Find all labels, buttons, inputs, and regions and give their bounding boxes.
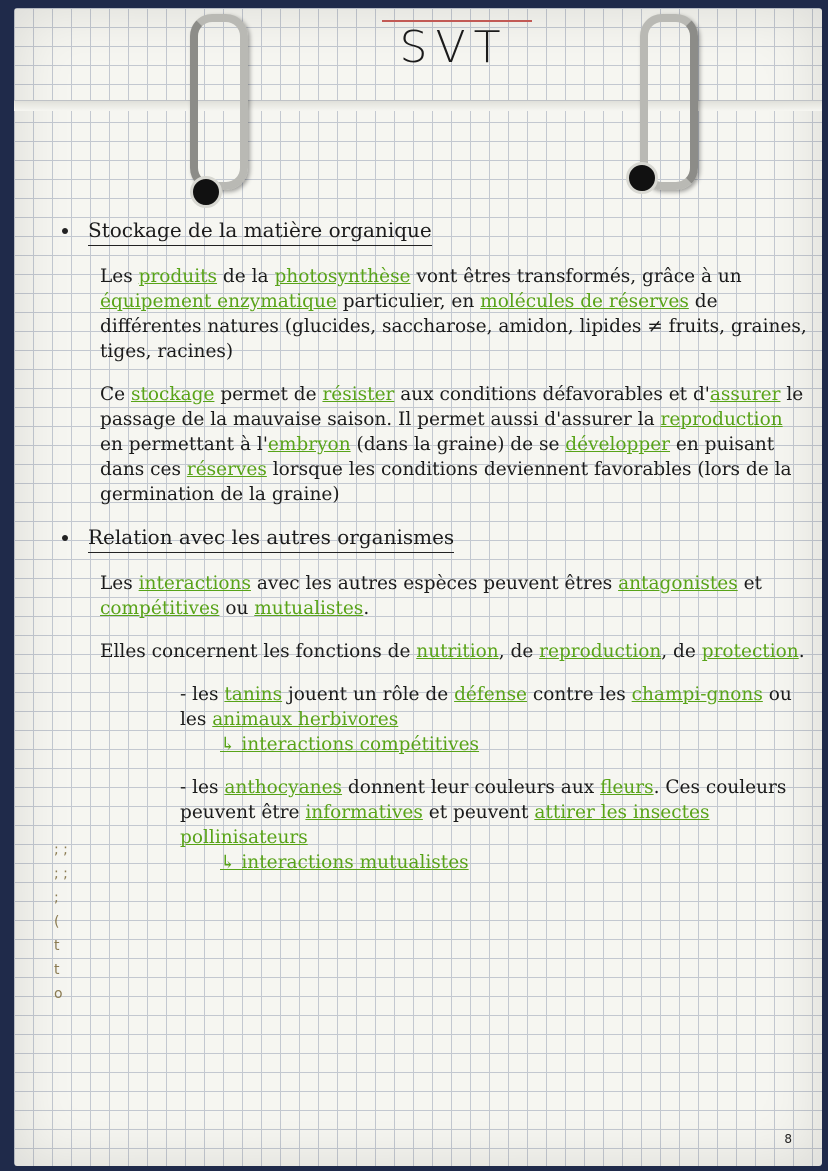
paragraph-storage-1 [100,264,810,364]
page-number: 8 [784,1132,792,1146]
highlighted-term: réserves [186,459,267,480]
bullet-dot [62,228,68,234]
highlighted-term: fleurs [600,777,654,798]
text-segment: jouent un rôle de [282,684,455,705]
text-segment: (dans la graine) de se [350,434,566,455]
text-segment: . Ces couleurs peuvent être [180,777,787,823]
highlighted-term: informatives [305,802,423,823]
highlighted-term: animaux herbivores [212,709,399,730]
notebook-page [14,8,822,1166]
notes-content [70,218,810,875]
text-segment: et [737,573,762,594]
highlighted-term: interactions [138,573,251,594]
highlighted-term: tanins [224,684,283,705]
highlighted-term: antagonistes [618,573,738,594]
text-segment: en puisant dans ces [100,434,775,480]
highlighted-term: reproduction [660,409,783,430]
highlighted-term: compétitives [100,598,220,619]
arrow-note-mutualistic: ↳ interactions mutualistes [220,852,469,873]
arrow-note-competitive: ↳ interactions compétitives [220,734,480,755]
text-segment: aux conditions défavorables et d' [394,384,710,405]
punch-hole-right [626,162,658,194]
text-segment: et peuvent [422,802,535,823]
text-segment: vont êtres transformés, grâce à un [410,266,742,287]
paragraph-relations-2 [100,639,810,664]
highlighted-term: attirer les insectes pollinisateurs [180,802,710,848]
text-segment: - les [180,684,225,705]
text-segment: - les [180,777,225,798]
text-segment: Ce [100,384,131,405]
list-item-anthocyanes [180,775,810,850]
text-segment: Les [100,266,139,287]
margin-marks: ; ; ; ; ; ( t t o [54,842,68,1002]
text-segment: , de [498,641,540,662]
text-segment: Les [100,573,139,594]
highlighted-term: résister [322,384,395,405]
text-segment: en permettant à l' [100,434,268,455]
highlighted-term: produits [138,266,218,287]
text-segment: ou [219,598,255,619]
highlighted-term: embryon [267,434,351,455]
highlighted-term: défense [454,684,528,705]
binder-ring-left [190,14,248,190]
text-segment: ou les [180,684,792,730]
highlighted-term: champi-gnons [631,684,763,705]
highlighted-term: reproduction [539,641,662,662]
text-segment: de la [217,266,275,287]
text-segment: , de [661,641,702,662]
text-segment: le passage de la mauvaise saison. Il permet aussi d'assurer la [100,384,804,430]
section-heading-storage: Stockage de la matière organique [88,218,432,246]
highlighted-term: équipement enzymatique [100,291,337,312]
page-fold [14,100,822,111]
highlighted-term: mutualistes [254,598,364,619]
text-segment: lorsque les conditions deviennent favorables (lors de la germination de la graine) [100,459,792,505]
text-segment: de différentes natures (glucides, saccharose, amidon, lipides ≠ fruits, graines, tiges, racines) [100,291,807,362]
punch-hole-left [190,176,222,208]
paragraph-relations-1 [100,571,810,621]
text-segment: Elles concernent les fonctions de [100,641,417,662]
text-segment: . [363,598,370,619]
text-segment: avec les autres espèces peuvent êtres [250,573,619,594]
highlighted-term: stockage [130,384,215,405]
bullet-dot [62,535,68,541]
text-segment: contre les [527,684,632,705]
text-segment: particulier, en [336,291,481,312]
page-title: SVT [399,22,509,73]
text-segment: donnent leur couleurs aux [342,777,601,798]
highlighted-term: protection [701,641,799,662]
list-item-tanins [180,682,810,732]
section-heading-relations: Relation avec les autres organismes [88,525,454,553]
highlighted-term: assurer [709,384,781,405]
highlighted-term: développer [565,434,671,455]
highlighted-term: anthocyanes [224,777,343,798]
text-segment: permet de [214,384,323,405]
text-segment: . [798,641,805,662]
highlighted-term: photosynthèse [274,266,411,287]
paragraph-storage-2 [100,382,810,507]
highlighted-term: nutrition [416,641,499,662]
highlighted-term: molécules de réserves [480,291,689,312]
